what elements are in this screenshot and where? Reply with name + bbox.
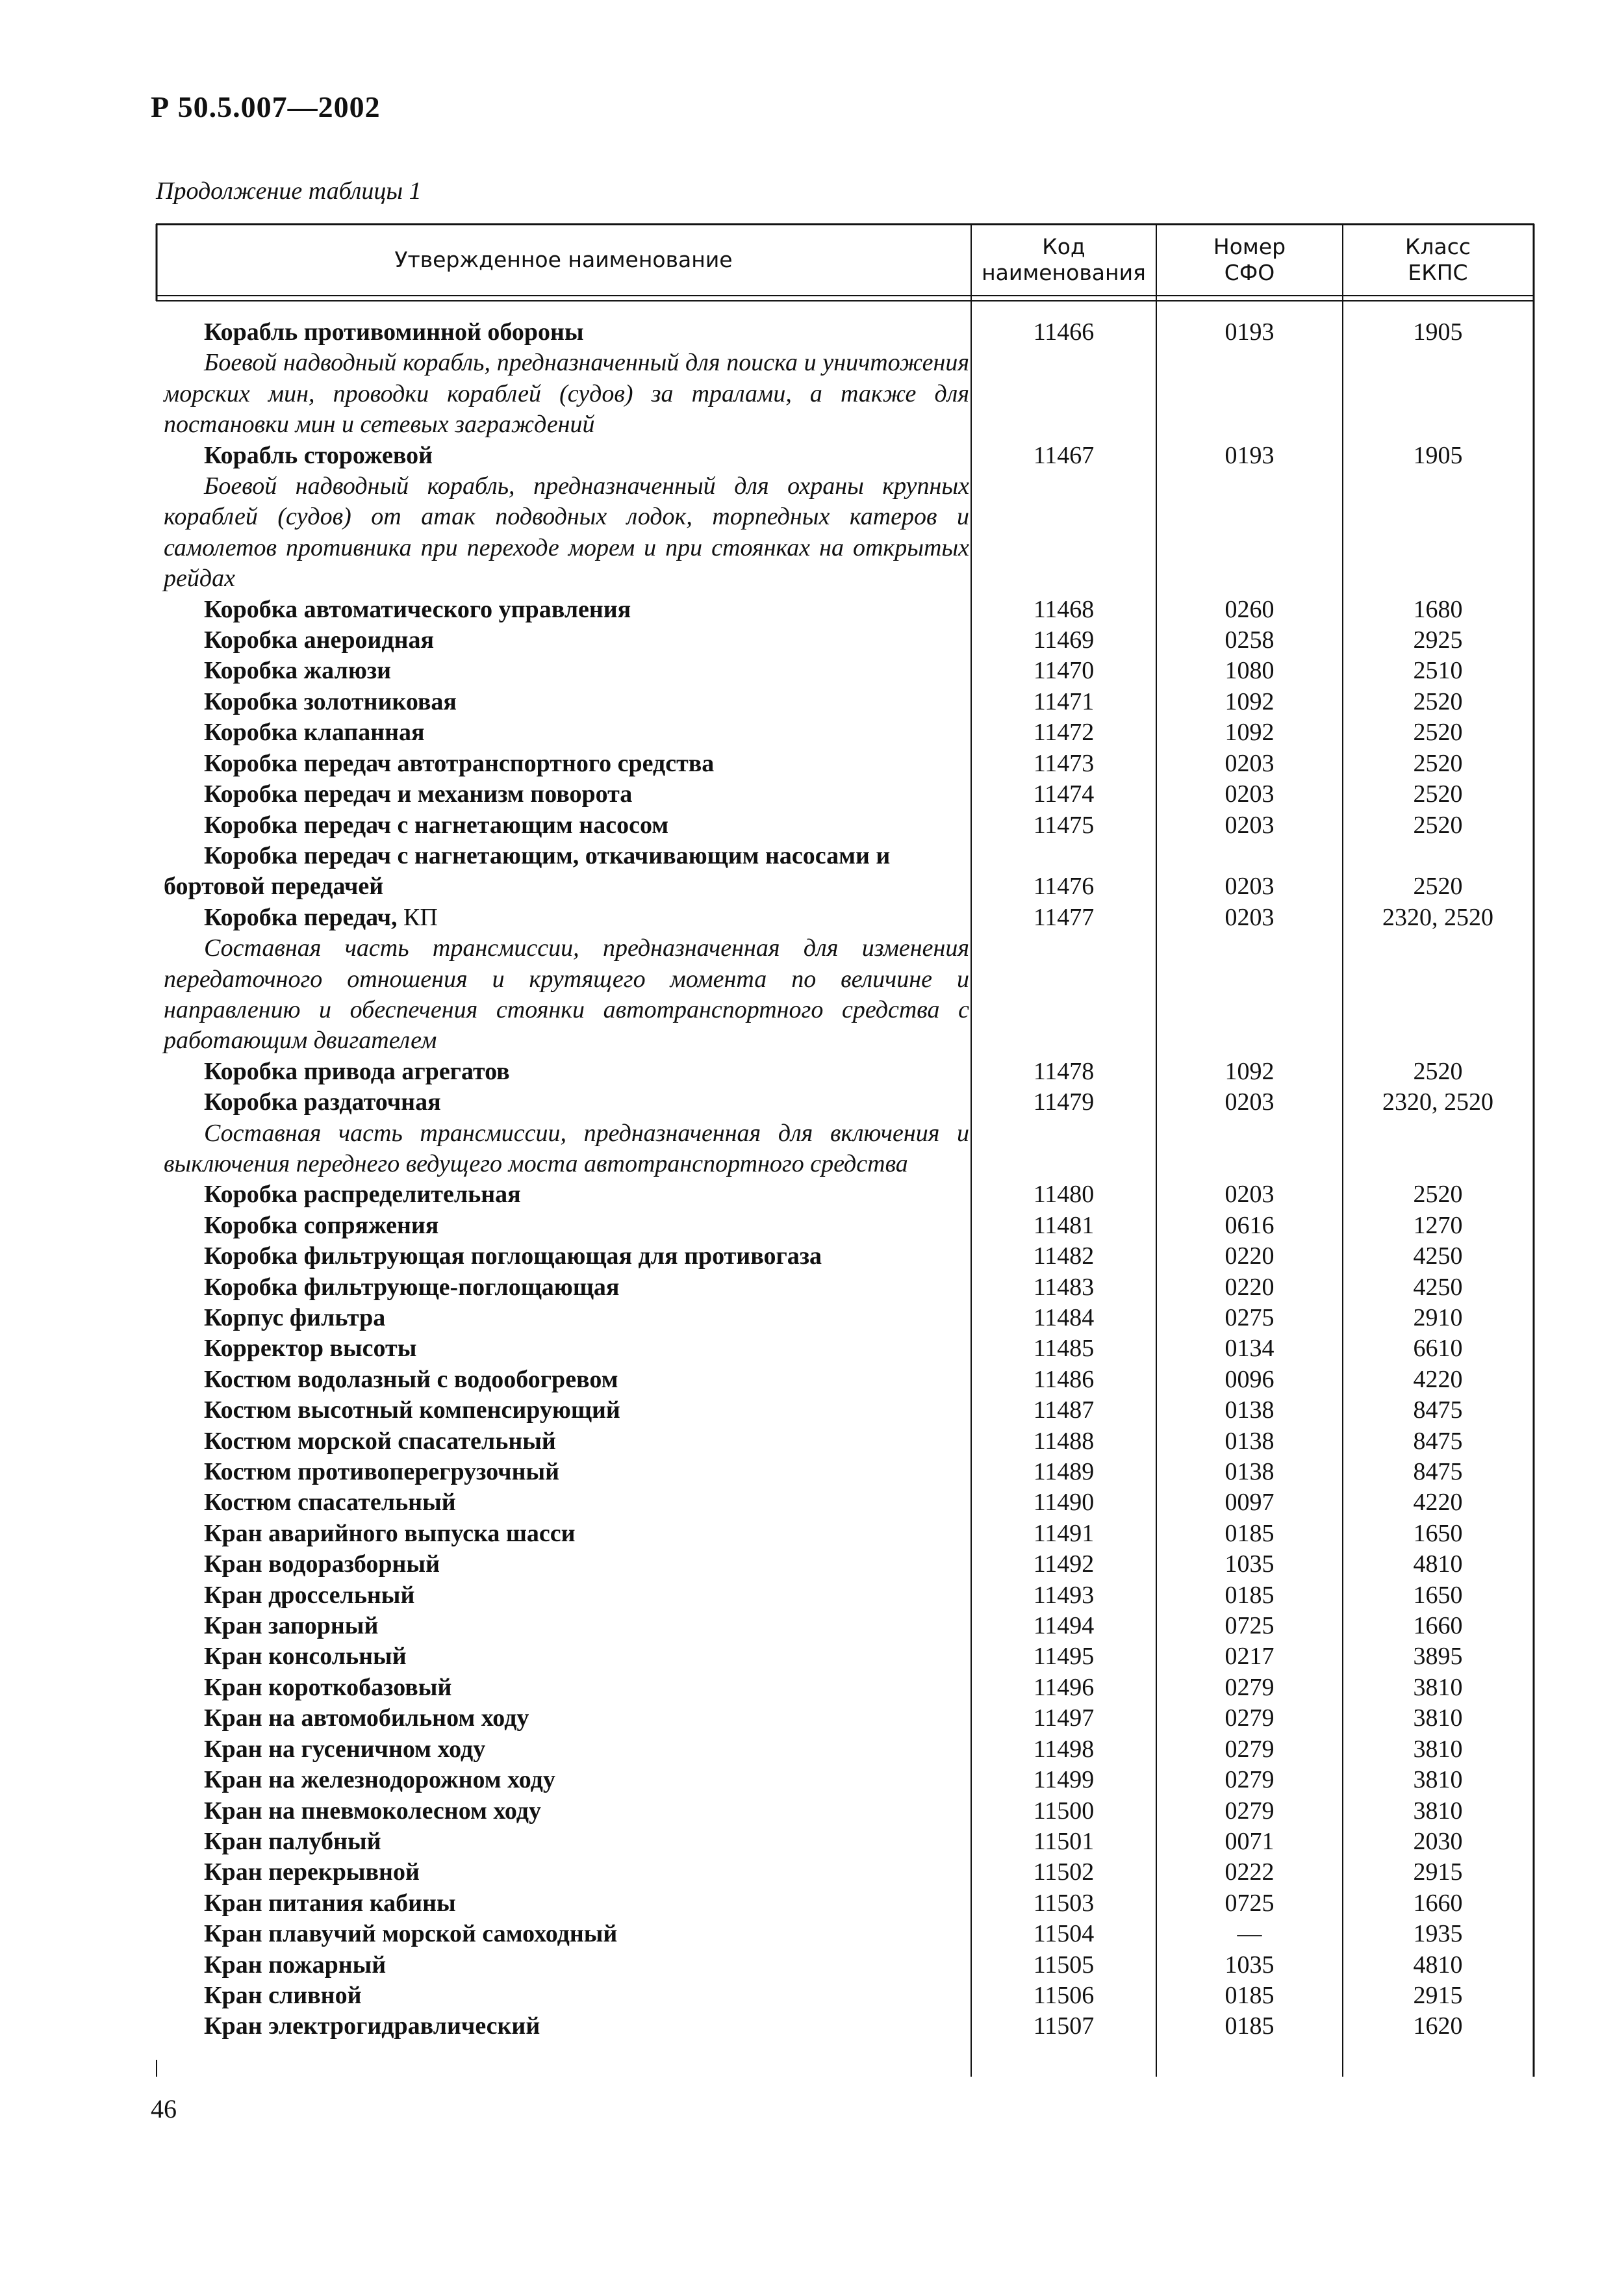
table-row xyxy=(0,1087,1624,1118)
table-row xyxy=(0,1673,1624,1703)
sfo-number: 0279 xyxy=(1224,1704,1275,1732)
term-name-text: Кран водоразборный xyxy=(204,1550,440,1578)
name-code: 11505 xyxy=(1033,1951,1095,1979)
ekps-class: 8475 xyxy=(1413,1396,1463,1424)
term-name xyxy=(164,1549,969,1580)
table-row xyxy=(0,656,1624,686)
sfo-number: 0725 xyxy=(1224,1889,1275,1917)
ekps-class: 3810 xyxy=(1413,1766,1463,1794)
table-row xyxy=(0,687,1624,717)
name-code: 11466 xyxy=(1033,318,1095,346)
ekps-class: 2915 xyxy=(1413,1858,1463,1886)
ekps-class: 1620 xyxy=(1413,2012,1463,2040)
name-code: 11502 xyxy=(1033,1858,1095,1886)
term-name-continuation: бортовой передачей xyxy=(164,873,384,901)
term-name-text: Кран запорный xyxy=(204,1612,379,1640)
table-row xyxy=(0,1580,1624,1611)
term-definition-text: Боевой надводный корабль, предназначенный для поиска и уничтожения морских мин, проводки кораблей (судов) за тралами, а также для постановки мин и сетевых заграждений xyxy=(164,349,969,439)
table-row xyxy=(0,1426,1624,1457)
term-name xyxy=(164,1580,969,1611)
ekps-class: 3810 xyxy=(1413,1797,1463,1825)
ekps-class: 2520 xyxy=(1413,1057,1463,1085)
term-name-text: Коробка сопряжения xyxy=(204,1211,439,1239)
sfo-number: 0222 xyxy=(1224,1858,1275,1886)
term-name xyxy=(164,1611,969,1641)
table-row xyxy=(0,1057,1624,1087)
term-name-text: Кран питания кабины xyxy=(204,1889,456,1917)
table-row xyxy=(0,1734,1624,1765)
name-code: 11467 xyxy=(1033,441,1095,469)
sfo-number: 0725 xyxy=(1224,1612,1275,1640)
table-body xyxy=(0,317,1624,2042)
term-name xyxy=(164,625,969,656)
name-code: 11501 xyxy=(1033,1827,1095,1855)
term-name xyxy=(164,1888,969,1919)
ekps-class: 1650 xyxy=(1413,1519,1463,1547)
term-name xyxy=(164,1487,969,1518)
name-code: 11506 xyxy=(1033,1981,1095,2009)
table-row xyxy=(0,1888,1624,1919)
table-row xyxy=(0,810,1624,841)
term-name-text: Корректор высоты xyxy=(204,1335,417,1363)
table-row xyxy=(0,1549,1624,1580)
term-name-text: Коробка фильтрующе-поглощающая xyxy=(204,1273,620,1301)
name-code: 11500 xyxy=(1033,1797,1095,1825)
term-name-text: Кран на пневмоколесном ходу xyxy=(204,1797,542,1825)
document-code: Р 50.5.007—2002 xyxy=(151,90,381,123)
sfo-number: 0279 xyxy=(1224,1673,1275,1701)
table-row xyxy=(0,1765,1624,1795)
term-name xyxy=(164,810,969,841)
ekps-class: 3810 xyxy=(1413,1735,1463,1763)
name-code: 11491 xyxy=(1033,1519,1095,1547)
sfo-number: 0097 xyxy=(1224,1489,1275,1517)
name-code: 11483 xyxy=(1033,1273,1095,1301)
name-code: 11470 xyxy=(1033,657,1095,685)
table-row xyxy=(0,1333,1624,1364)
sfo-number: 0279 xyxy=(1224,1766,1275,1794)
term-name xyxy=(164,687,969,717)
term-name xyxy=(164,1734,969,1765)
table-row-continuation xyxy=(0,871,1624,902)
sfo-number: 1035 xyxy=(1224,1550,1275,1578)
table-row xyxy=(0,317,1624,348)
ekps-class: 2925 xyxy=(1413,626,1463,654)
term-name-text: Коробка анероидная xyxy=(204,626,435,654)
name-code: 11490 xyxy=(1033,1489,1095,1517)
term-name-text: Кран на железнодорожном ходу xyxy=(204,1766,555,1794)
name-code: 11487 xyxy=(1033,1396,1095,1424)
ekps-class: 1270 xyxy=(1413,1211,1463,1239)
sfo-number: 0258 xyxy=(1224,626,1275,654)
sfo-number: 0203 xyxy=(1224,1181,1275,1209)
table-row xyxy=(0,717,1624,748)
term-name-text: Кран электрогидравлический xyxy=(204,2012,540,2040)
name-code: 11496 xyxy=(1033,1673,1095,1701)
term-name xyxy=(164,1303,969,1333)
ekps-class: 2520 xyxy=(1413,749,1463,777)
term-name xyxy=(164,1981,969,2011)
name-code: 11477 xyxy=(1033,903,1095,931)
sfo-number: 0138 xyxy=(1224,1396,1275,1424)
term-name-text: Кран на автомобильном ходу xyxy=(204,1704,529,1732)
ekps-class: 2520 xyxy=(1413,1181,1463,1209)
term-name xyxy=(164,841,969,871)
name-code: 11489 xyxy=(1033,1458,1095,1486)
sfo-number: 1092 xyxy=(1224,687,1275,715)
ekps-class: 3810 xyxy=(1413,1673,1463,1701)
ekps-class: 6610 xyxy=(1413,1335,1463,1363)
table-row xyxy=(0,1641,1624,1672)
term-name-text: Коробка передач и механизм поворота xyxy=(204,780,633,808)
ekps-class: 1660 xyxy=(1413,1889,1463,1917)
sfo-number: 0185 xyxy=(1224,1581,1275,1609)
name-code: 11494 xyxy=(1033,1612,1095,1640)
table-row xyxy=(0,1519,1624,1549)
name-code: 11499 xyxy=(1033,1766,1095,1794)
term-name-text: Корпус фильтра xyxy=(204,1304,386,1331)
term-name-text: Корабль противоминной обороны xyxy=(204,318,584,346)
sfo-number: — xyxy=(1237,1920,1262,1948)
term-name xyxy=(164,717,969,748)
term-name xyxy=(164,1211,969,1241)
term-name xyxy=(164,1272,969,1303)
term-name xyxy=(164,1333,969,1364)
term-name-text: Кран пожарный xyxy=(204,1951,387,1979)
name-code: 11481 xyxy=(1033,1211,1095,1239)
term-name xyxy=(164,779,969,810)
term-definition-text: Составная часть трансмиссии, предназначенная для изменения передаточного отношения и крутящего момента по величине и направлению и обеспечения стоянки автотранспортного средства с работающим двигателем xyxy=(164,934,969,1055)
sfo-number: 0260 xyxy=(1224,595,1275,623)
term-name xyxy=(164,1457,969,1487)
table-row xyxy=(0,1827,1624,1857)
table-row xyxy=(0,779,1624,810)
term-definition xyxy=(0,348,1624,440)
column-header-name: Утвержденное наименование xyxy=(394,247,733,272)
table-row xyxy=(0,441,1624,471)
table-row xyxy=(0,903,1624,933)
table-row xyxy=(0,1241,1624,1272)
table-row xyxy=(0,1272,1624,1303)
term-name-text: Кран палубный xyxy=(204,1827,381,1855)
term-name xyxy=(164,1087,969,1118)
ekps-class: 2520 xyxy=(1413,811,1463,839)
sfo-number: 0203 xyxy=(1224,811,1275,839)
sfo-number: 0193 xyxy=(1224,441,1275,469)
ekps-class: 1650 xyxy=(1413,1581,1463,1609)
name-code: 11469 xyxy=(1033,626,1095,654)
sfo-number: 1035 xyxy=(1224,1951,1275,1979)
sfo-number: 1092 xyxy=(1224,719,1275,747)
term-name xyxy=(164,1673,969,1703)
ekps-class: 1935 xyxy=(1413,1920,1463,1948)
sfo-number: 0203 xyxy=(1224,903,1275,931)
term-name xyxy=(164,1241,969,1272)
term-name-text: Коробка передач с нагнетающим, откачивающим насосами и xyxy=(204,841,891,869)
term-name-text: Коробка передач с нагнетающим насосом xyxy=(204,811,669,839)
term-name xyxy=(164,656,969,686)
name-code: 11478 xyxy=(1033,1057,1095,1085)
sfo-number: 0185 xyxy=(1224,2012,1275,2040)
sfo-number: 0616 xyxy=(1224,1211,1275,1239)
term-name xyxy=(164,1426,969,1457)
term-name xyxy=(164,317,969,348)
sfo-number: 0193 xyxy=(1224,318,1275,346)
term-name xyxy=(164,1919,969,1949)
term-abbreviation: КП xyxy=(403,903,438,931)
term-name-text: Коробка фильтрующая поглощающая для противогаза xyxy=(204,1242,822,1270)
table-row xyxy=(0,1611,1624,1641)
name-code: 11476 xyxy=(1033,873,1095,901)
term-name xyxy=(164,903,969,933)
term-name xyxy=(164,1395,969,1426)
term-name-text: Костюм морской спасательный xyxy=(204,1427,556,1455)
table-row xyxy=(0,1796,1624,1827)
name-code: 11480 xyxy=(1033,1181,1095,1209)
ekps-class: 4810 xyxy=(1413,1951,1463,1979)
term-name-text: Коробка клапанная xyxy=(204,719,425,747)
term-name xyxy=(164,1827,969,1857)
term-name xyxy=(164,1857,969,1888)
term-name xyxy=(164,1950,969,1981)
sfo-number: 0279 xyxy=(1224,1797,1275,1825)
term-name-text: Кран короткобазовый xyxy=(204,1673,452,1701)
term-name xyxy=(164,749,969,779)
sfo-number: 0220 xyxy=(1224,1273,1275,1301)
sfo-number: 0217 xyxy=(1224,1643,1275,1671)
table-row xyxy=(0,1919,1624,1949)
term-name xyxy=(164,1057,969,1087)
sfo-number: 0071 xyxy=(1224,1827,1275,1855)
ekps-class: 3895 xyxy=(1413,1643,1463,1671)
term-name-text: Костюм высотный компенсирующий xyxy=(204,1396,620,1424)
table-row xyxy=(0,1211,1624,1241)
term-name xyxy=(164,1796,969,1827)
table-continuation-label: Продолжение таблицы 1 xyxy=(156,177,422,205)
term-name xyxy=(164,1519,969,1549)
table-row xyxy=(0,1365,1624,1395)
name-code: 11497 xyxy=(1033,1704,1095,1732)
table-row xyxy=(0,1703,1624,1734)
ekps-class: 2520 xyxy=(1413,873,1463,901)
name-code: 11482 xyxy=(1033,1242,1095,1270)
term-name-text: Кран аварийного выпуска шасси xyxy=(204,1519,576,1547)
term-name xyxy=(164,595,969,625)
sfo-number: 0203 xyxy=(1224,749,1275,777)
table-row xyxy=(0,1981,1624,2011)
ekps-class: 2030 xyxy=(1413,1827,1463,1855)
ekps-class: 8475 xyxy=(1413,1427,1463,1455)
ekps-class: 2320, 2520 xyxy=(1382,903,1493,931)
term-definition-text: Составная часть трансмиссии, предназначенная для включения и выключения переднего ведущего моста автотранспортного средства xyxy=(164,1119,969,1177)
term-name-text: Коробка автоматического управления xyxy=(204,595,631,623)
term-name-text: Кран на гусеничном ходу xyxy=(204,1735,486,1763)
name-code: 11485 xyxy=(1033,1335,1095,1363)
ekps-class: 2915 xyxy=(1413,1981,1463,2009)
term-definition-text: Боевой надводный корабль, предназначенный для охраны крупных кораблей (судов) от атак подводных лодок, торпедных катеров и самолетов противника при переходе морем и при стоянках на открытых рейдах xyxy=(164,472,969,593)
name-code: 11473 xyxy=(1033,749,1095,777)
name-code: 11507 xyxy=(1033,2012,1095,2040)
page-number: 46 xyxy=(151,2094,177,2123)
table-row xyxy=(0,1857,1624,1888)
sfo-number: 0138 xyxy=(1224,1427,1275,1455)
table-row xyxy=(0,1950,1624,1981)
ekps-class: 2510 xyxy=(1413,657,1463,685)
ekps-class: 1905 xyxy=(1413,318,1463,346)
name-code: 11471 xyxy=(1033,687,1095,715)
term-name-text: Костюм водолазный с водообогревом xyxy=(204,1365,618,1393)
ekps-class: 2520 xyxy=(1413,687,1463,715)
ekps-class: 1660 xyxy=(1413,1612,1463,1640)
column-header-sfo: Номер СФО xyxy=(1213,234,1286,285)
table-row xyxy=(0,1487,1624,1518)
ekps-class: 2520 xyxy=(1413,719,1463,747)
term-name-text: Коробка привода агрегатов xyxy=(204,1057,510,1085)
ekps-class: 4250 xyxy=(1413,1242,1463,1270)
name-code: 11486 xyxy=(1033,1365,1095,1393)
term-definition xyxy=(0,1118,1624,1180)
sfo-number: 0203 xyxy=(1224,1088,1275,1116)
term-name xyxy=(164,1703,969,1734)
table-row xyxy=(0,1303,1624,1333)
term-name-text: Костюм спасательный xyxy=(204,1489,456,1517)
term-name xyxy=(164,441,969,471)
name-code: 11484 xyxy=(1033,1304,1095,1331)
column-header-ekps: Класс ЕКПС xyxy=(1404,234,1471,285)
table-row xyxy=(0,595,1624,625)
sfo-number: 0275 xyxy=(1224,1304,1275,1331)
sfo-number: 0096 xyxy=(1224,1365,1275,1393)
term-definition xyxy=(0,471,1624,595)
term-name-text: Кран консольный xyxy=(204,1643,407,1671)
ekps-class: 1905 xyxy=(1413,441,1463,469)
ekps-class: 4220 xyxy=(1413,1489,1463,1517)
name-code: 11474 xyxy=(1033,780,1095,808)
name-code: 11503 xyxy=(1033,1889,1095,1917)
term-name-text: Кран плавучий морской самоходный xyxy=(204,1920,618,1948)
term-name-text: Коробка распределительная xyxy=(204,1181,521,1209)
name-code: 11488 xyxy=(1033,1427,1095,1455)
sfo-number: 0203 xyxy=(1224,873,1275,901)
column-header-code: Код наименования xyxy=(982,234,1146,285)
term-name-text: Кран перекрывной xyxy=(204,1858,420,1886)
name-code: 11475 xyxy=(1033,811,1095,839)
name-code: 11498 xyxy=(1033,1735,1095,1763)
ekps-class: 4250 xyxy=(1413,1273,1463,1301)
term-name-text: Костюм противоперегрузочный xyxy=(204,1458,560,1486)
sfo-number: 0138 xyxy=(1224,1458,1275,1486)
term-name-text: Кран сливной xyxy=(204,1981,362,2009)
sfo-number: 0279 xyxy=(1224,1735,1275,1763)
term-name-text: Кран дроссельный xyxy=(204,1581,415,1609)
term-name xyxy=(164,1641,969,1672)
name-code: 11504 xyxy=(1033,1920,1095,1948)
table-row xyxy=(0,1395,1624,1426)
sfo-number: 0185 xyxy=(1224,1981,1275,2009)
table-row xyxy=(0,2011,1624,2042)
name-code: 11479 xyxy=(1033,1088,1095,1116)
term-definition xyxy=(0,933,1624,1057)
ekps-class: 2910 xyxy=(1413,1304,1463,1331)
term-name-text: Коробка передач автотранспортного средства xyxy=(204,749,715,777)
ekps-class: 2320, 2520 xyxy=(1382,1088,1493,1116)
name-code: 11468 xyxy=(1033,595,1095,623)
sfo-number: 1092 xyxy=(1224,1057,1275,1085)
sfo-number: 0220 xyxy=(1224,1242,1275,1270)
sfo-number: 1080 xyxy=(1224,657,1275,685)
name-code: 11492 xyxy=(1033,1550,1095,1578)
ekps-class: 2520 xyxy=(1413,780,1463,808)
term-name xyxy=(164,2011,969,2042)
ekps-class: 4810 xyxy=(1413,1550,1463,1578)
ekps-class: 1680 xyxy=(1413,595,1463,623)
table-row xyxy=(0,625,1624,656)
sfo-number: 0134 xyxy=(1224,1335,1275,1363)
term-name xyxy=(164,1179,969,1210)
term-name-text: Коробка золотниковая xyxy=(204,687,457,715)
sfo-number: 0203 xyxy=(1224,780,1275,808)
term-name-text: Коробка жалюзи xyxy=(204,657,392,685)
table-row xyxy=(0,749,1624,779)
ekps-class: 3810 xyxy=(1413,1704,1463,1732)
term-name-text: Коробка передач, xyxy=(204,903,398,931)
term-name xyxy=(164,1765,969,1795)
ekps-class: 8475 xyxy=(1413,1458,1463,1486)
term-name-text: Корабль сторожевой xyxy=(204,441,433,469)
name-code: 11493 xyxy=(1033,1581,1095,1609)
table-row xyxy=(0,1179,1624,1210)
table-row xyxy=(0,841,1624,871)
name-code: 11495 xyxy=(1033,1643,1095,1671)
term-name-text: Коробка раздаточная xyxy=(204,1088,441,1116)
ekps-class: 4220 xyxy=(1413,1365,1463,1393)
table-row xyxy=(0,1457,1624,1487)
sfo-number: 0185 xyxy=(1224,1519,1275,1547)
term-name xyxy=(164,1365,969,1395)
name-code: 11472 xyxy=(1033,719,1095,747)
